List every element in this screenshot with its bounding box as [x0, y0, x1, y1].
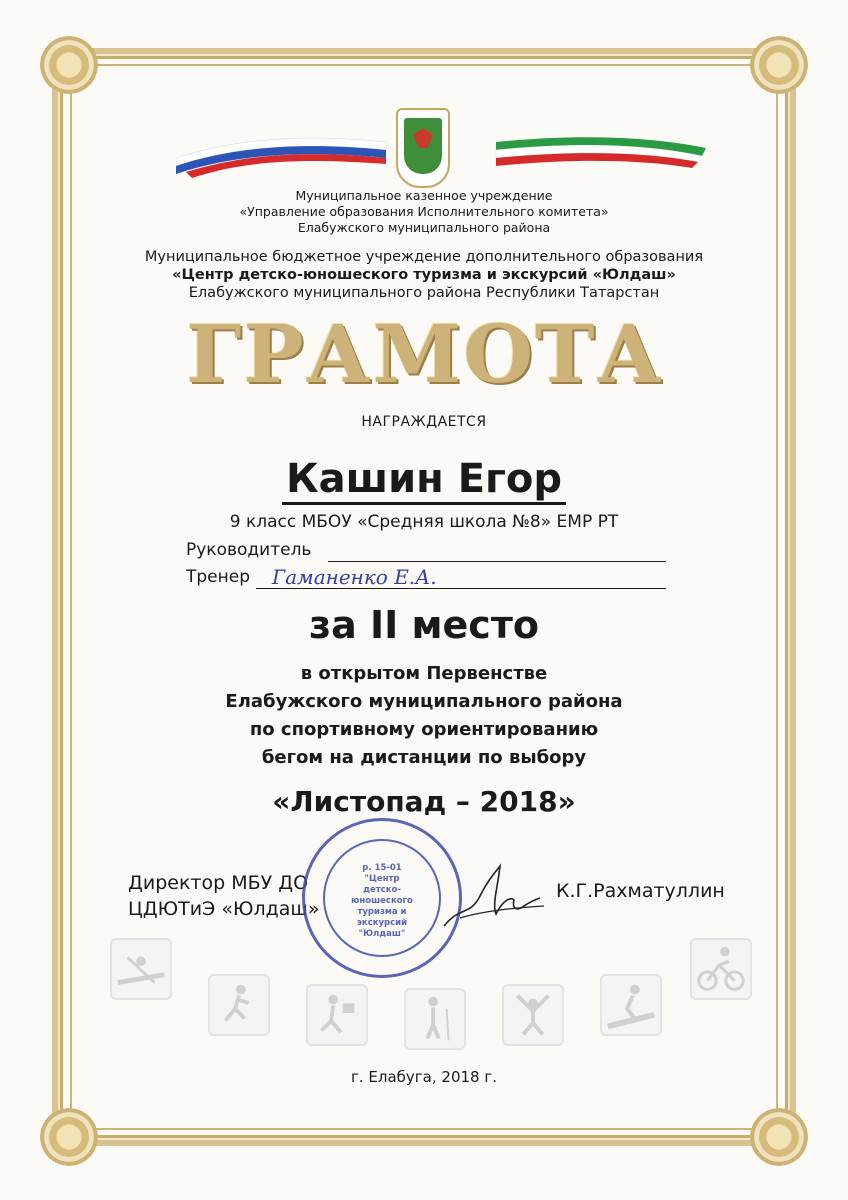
description-line-2: Елабужского муниципального района — [225, 691, 623, 712]
header-line-3: Елабужского муниципального района — [297, 220, 551, 235]
kayak-icon — [110, 938, 172, 1000]
recipient-class: 9 класс МБОУ «Средняя школа №8» ЕМР РТ — [229, 512, 619, 532]
certificate-title: ГРАМОТА — [186, 307, 664, 401]
stamp-line-2: "Центр — [364, 874, 400, 884]
leader-label: Руководитель — [186, 540, 312, 560]
stamp-line-4: туризма и экскурсий — [356, 907, 408, 928]
leader-line — [328, 561, 666, 562]
director-position-line-2: ЦДЮТиЭ «Юлдаш» — [128, 898, 320, 920]
sport-icons-row — [100, 938, 760, 1058]
corner-ornament-icon — [750, 1108, 808, 1166]
climber-icon — [502, 984, 564, 1046]
header-line-2: «Управление образования Исполнительного комитета» — [239, 204, 609, 219]
description-line-3: по спортивному ориентированию — [249, 719, 599, 740]
skier-icon — [600, 974, 662, 1036]
coat-of-arms-icon — [396, 108, 450, 188]
coach-row — [186, 567, 666, 591]
coach-value: Гаманенко Е.А. — [272, 565, 437, 589]
director-position — [128, 870, 319, 922]
place-text: за II место — [309, 603, 539, 647]
leader-row — [186, 540, 666, 564]
org-line-1: Муниципальное бюджетное учреждение дополнительного образования — [144, 249, 704, 265]
awarded-label: НАГРАЖДАЕТСЯ — [361, 414, 487, 430]
stamp-line-5: "Юлдаш" — [358, 929, 406, 939]
runner-icon — [208, 974, 270, 1036]
corner-ornament-icon — [750, 36, 808, 94]
coach-label: Тренер — [186, 567, 250, 587]
cyclist-icon — [690, 938, 752, 1000]
hiker-icon — [404, 988, 466, 1050]
director-position-line-1: Директор МБУ ДО — [128, 872, 309, 894]
corner-ornament-icon — [40, 36, 98, 94]
org-line-3: Елабужского муниципального района Республики Татарстан — [188, 285, 660, 301]
description-line-1: в открытом Первенстве — [300, 663, 548, 684]
org-line-2: «Центр детско-юношеского туризма и экскурсий «Юлдаш» — [172, 267, 676, 283]
recipient-name: Кашин Егор — [0, 456, 848, 502]
stamp-line-1: р. 15-01 — [362, 863, 402, 873]
handwritten-signature-icon — [440, 856, 550, 936]
orienteering-icon — [306, 984, 368, 1046]
header-line-1: Муниципальное казенное учреждение — [295, 188, 553, 203]
description-line-4: бегом на дистанции по выбору — [261, 747, 587, 768]
city-year: г. Елабуга, 2018 г. — [350, 1068, 497, 1086]
stamp-line-3: детско-юношеского — [351, 885, 413, 906]
corner-ornament-icon — [40, 1108, 98, 1166]
director-name: К.Г.Рахматуллин — [556, 880, 725, 902]
description — [0, 660, 848, 772]
event-name: «Листопад – 2018» — [272, 785, 576, 818]
